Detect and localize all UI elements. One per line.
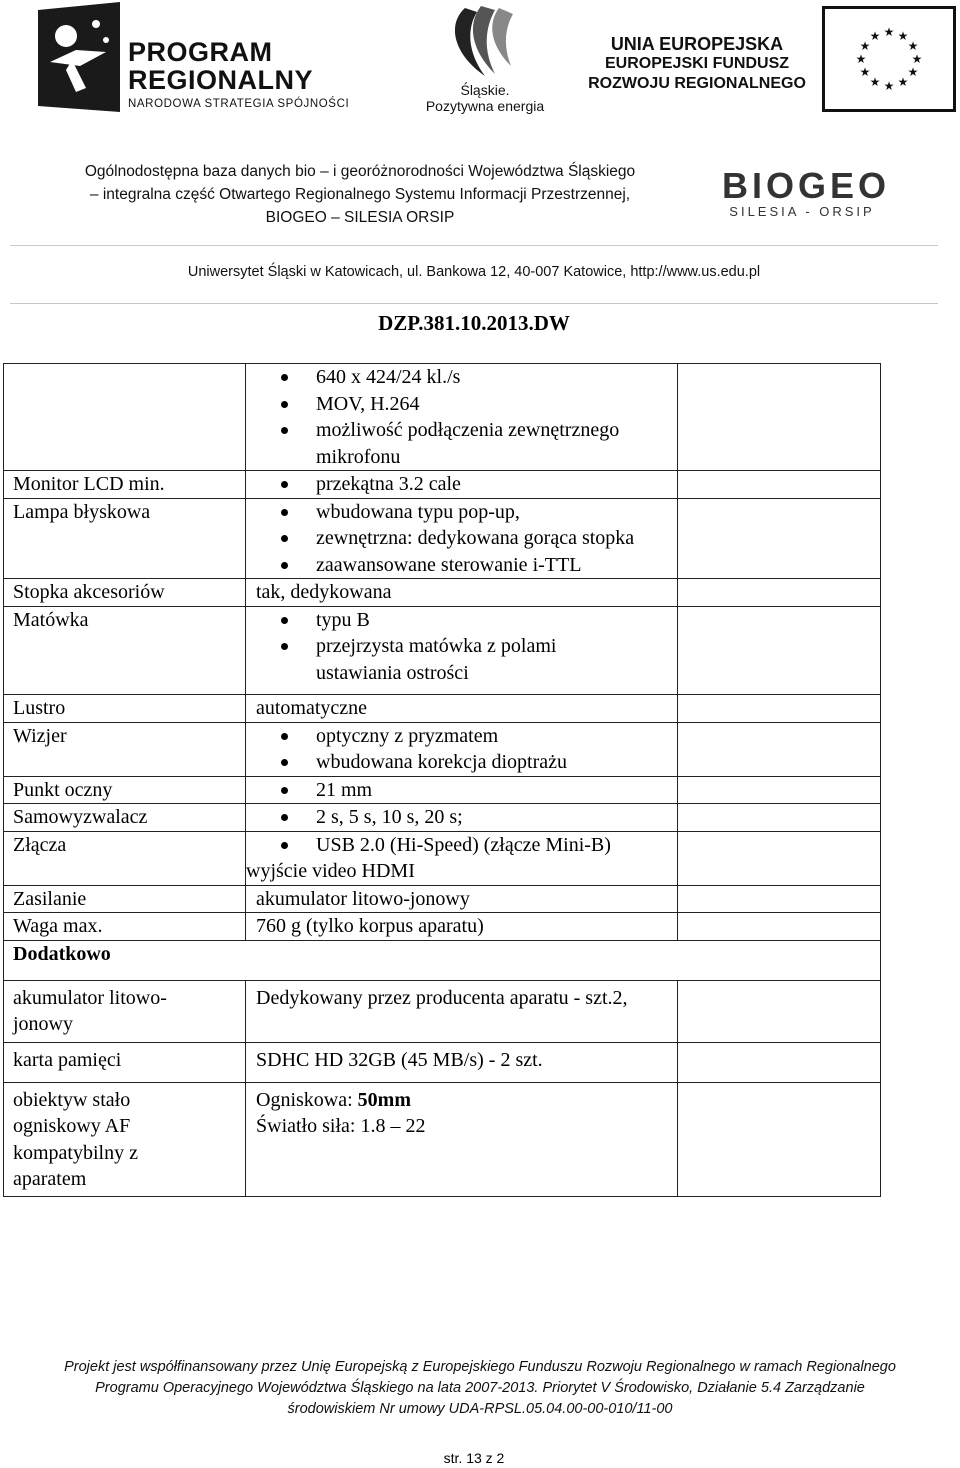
table-cell-label: karta pamięci — [4, 1042, 246, 1082]
table-cell-value: automatyczne — [246, 695, 678, 723]
table-cell-label: Waga max. — [4, 913, 246, 941]
table-cell-label: Samowyzwalacz — [4, 804, 246, 832]
list-item: możliwość podłączenia zewnętrznego mikrofonu — [246, 417, 677, 470]
table-cell-label: akumulator litowo-jonowy — [4, 980, 246, 1042]
list-item: 640 x 424/24 kl./s — [246, 364, 677, 391]
program-regionalny-emblem-icon — [36, 2, 122, 112]
section-heading-additional: Dodatkowo — [4, 940, 881, 980]
svg-text:★: ★ — [855, 52, 867, 66]
table-cell-empty — [678, 364, 881, 471]
biogeo-logo-sub: SILESIA - ORSIP — [729, 204, 875, 219]
table-cell-value — [246, 606, 678, 695]
bullet-list — [246, 832, 677, 859]
table-cell-empty — [678, 579, 881, 607]
table-cell-label: Stopka akcesoriów — [4, 579, 246, 607]
table-cell-value — [246, 776, 678, 804]
table-cell-value — [246, 471, 678, 499]
list-item: przekątna 3.2 cale — [246, 471, 677, 498]
eu-line2: EUROPEJSKI FUNDUSZ — [604, 55, 790, 72]
svg-text:★: ★ — [859, 39, 871, 53]
table-row — [4, 606, 881, 695]
table-cell-empty — [678, 831, 881, 885]
table-cell-label: Matówka — [4, 606, 246, 695]
table-cell-value: 760 g (tylko korpus aparatu) — [246, 913, 678, 941]
svg-text:★: ★ — [883, 25, 895, 39]
eu-fund-text — [586, 34, 808, 94]
lens-focal-length — [256, 1087, 677, 1114]
header-divider-top — [10, 245, 938, 246]
focal-length-label: Ogniskowa: — [256, 1088, 358, 1111]
focal-length-value: 50mm — [357, 1088, 411, 1111]
table-cell-empty — [678, 722, 881, 776]
bullet-list — [246, 499, 677, 579]
table-cell-value — [246, 364, 678, 471]
eu-flag-icon — [822, 6, 956, 112]
bullet-list — [246, 777, 677, 804]
table-row — [4, 695, 881, 723]
program-logo-line1: PROGRAM — [128, 37, 273, 67]
svg-text:★: ★ — [869, 75, 881, 89]
svg-text:★: ★ — [869, 29, 881, 43]
info-line1: Ogólnodostępna baza danych bio – i georóżnorodności Województwa Śląskiego — [84, 163, 636, 180]
table-cell-label: Złącza — [4, 831, 246, 885]
list-item: zewnętrzna: dedykowana gorąca stopka — [246, 525, 677, 552]
table-cell-label: Punkt oczny — [4, 776, 246, 804]
bullet-list — [246, 607, 677, 695]
svg-text:★: ★ — [907, 65, 919, 79]
list-item: przejrzysta matówka z polami ustawiania ostrości — [246, 633, 677, 686]
table-row — [4, 776, 881, 804]
table-cell-value: tak, dedykowana — [246, 579, 678, 607]
table-cell-value — [246, 498, 678, 579]
table-cell-empty — [678, 885, 881, 913]
program-logo-line2: REGIONALNY — [128, 65, 314, 95]
table-cell-label: Wizjer — [4, 722, 246, 776]
table-cell-empty — [678, 498, 881, 579]
table-row — [4, 579, 881, 607]
list-item: typu B — [246, 607, 677, 634]
specifications-table — [3, 363, 881, 1197]
table-cell-value — [246, 804, 678, 832]
table-cell-empty — [678, 695, 881, 723]
table-row — [4, 722, 881, 776]
table-cell-value: Dedykowany przez producenta aparatu - szt.2, — [246, 980, 678, 1042]
funding-footer — [0, 1357, 960, 1420]
info-line3: BIOGEO – SILESIA ORSIP — [265, 209, 455, 226]
table-row — [4, 831, 881, 885]
bullet-list — [246, 364, 677, 470]
list-item: MOV, H.264 — [246, 391, 677, 418]
database-info — [0, 160, 720, 229]
table-row — [4, 913, 881, 941]
table-cell-value — [246, 831, 678, 885]
connector-hdmi: wyjście video HDMI — [246, 860, 415, 882]
svg-text:★: ★ — [911, 52, 923, 66]
list-item: optyczny z pryzmatem — [246, 723, 677, 750]
table-cell-empty — [678, 913, 881, 941]
list-item: USB 2.0 (Hi-Speed) (złącze Mini-B) — [246, 832, 677, 859]
table-row — [4, 498, 881, 579]
table-cell-value: SDHC HD 32GB (45 MB/s) - 2 szt. — [246, 1042, 678, 1082]
bullet-list — [246, 723, 677, 776]
university-address: Uniwersytet Śląski w Katowicach, ul. Bankowa 12, 40-007 Katowice, http://www.us.edu.pl — [187, 264, 761, 280]
table-cell-label: Zasilanie — [4, 885, 246, 913]
footer-line1: Projekt jest współfinansowany przez Unię Europejską z Europejskiego Funduszu Rozwoju Regionalnego w ramach Regionalnego — [64, 1359, 896, 1375]
table-row — [4, 980, 881, 1042]
table-row — [4, 804, 881, 832]
bullet-list — [246, 804, 677, 831]
slaskie-logo — [405, 4, 565, 122]
table-cell-label: Lustro — [4, 695, 246, 723]
table-cell-empty — [678, 980, 881, 1042]
svg-text:★: ★ — [859, 65, 871, 79]
bullet-list — [246, 471, 677, 498]
slaskie-tagline: Pozytywna energia — [425, 98, 545, 114]
document-reference: DZP.381.10.2013.DW — [378, 311, 570, 335]
svg-text:★: ★ — [897, 75, 909, 89]
slaskie-waves-icon — [437, 4, 533, 80]
svg-text:★: ★ — [883, 79, 895, 93]
table-cell-label: Lampa błyskowa — [4, 498, 246, 579]
biogeo-logo — [722, 165, 891, 224]
table-cell-label — [4, 364, 246, 471]
lens-aperture: Światło siła: 1.8 – 22 — [256, 1115, 426, 1137]
table-cell-value — [246, 1082, 678, 1196]
biogeo-logo-word: BIOGEO — [722, 165, 891, 206]
table-row — [4, 1082, 881, 1196]
table-cell-empty — [678, 776, 881, 804]
table-cell-label: Monitor LCD min. — [4, 471, 246, 499]
footer-line3: środowiskiem Nr umowy UDA-RPSL.05.04.00-00-010/11-00 — [287, 1401, 673, 1417]
program-regionalny-logo — [36, 2, 386, 112]
svg-text:★: ★ — [897, 29, 909, 43]
table-cell-label: obiektyw stało ogniskowy AF kompatybilny z aparatem — [4, 1082, 246, 1196]
list-item: wbudowana typu pop-up, — [246, 499, 677, 526]
svg-text:★: ★ — [907, 39, 919, 53]
footer-line2: Programu Operacyjnego Województwa Śląskiego na lata 2007-2013. Priorytet V Środowisko, Działanie 5.4 Zarządzanie — [95, 1380, 865, 1396]
slaskie-name: Śląskie. — [460, 82, 510, 98]
table-row — [4, 1042, 881, 1082]
eu-line1: UNIA EUROPEJSKA — [610, 34, 784, 54]
table-cell-empty — [678, 471, 881, 499]
list-item: zaawansowane sterowanie i-TTL — [246, 552, 677, 579]
list-item: wbudowana korekcja dioptrażu — [246, 749, 677, 776]
table-cell-empty — [678, 1042, 881, 1082]
program-logo-subtitle: NARODOWA STRATEGIA SPÓJNOŚCI — [128, 98, 350, 110]
page-number: str. 13 z 2 — [443, 1450, 505, 1466]
table-row — [4, 471, 881, 499]
table-cell-value — [246, 722, 678, 776]
table-row — [4, 885, 881, 913]
info-line2: – integralna część Otwartego Regionalnego Systemu Informacji Przestrzennej, — [89, 186, 631, 203]
list-item: 21 mm — [246, 777, 677, 804]
table-cell-empty — [678, 606, 881, 695]
table-cell-value: akumulator litowo-jonowy — [246, 885, 678, 913]
table-cell-empty — [678, 804, 881, 832]
table-row — [4, 940, 881, 980]
eu-line3: ROZWOJU REGIONALNEGO — [588, 75, 806, 92]
table-cell-empty — [678, 1082, 881, 1196]
list-item: 2 s, 5 s, 10 s, 20 s; — [246, 804, 677, 831]
table-row — [4, 364, 881, 471]
header-divider-bottom — [10, 303, 938, 304]
